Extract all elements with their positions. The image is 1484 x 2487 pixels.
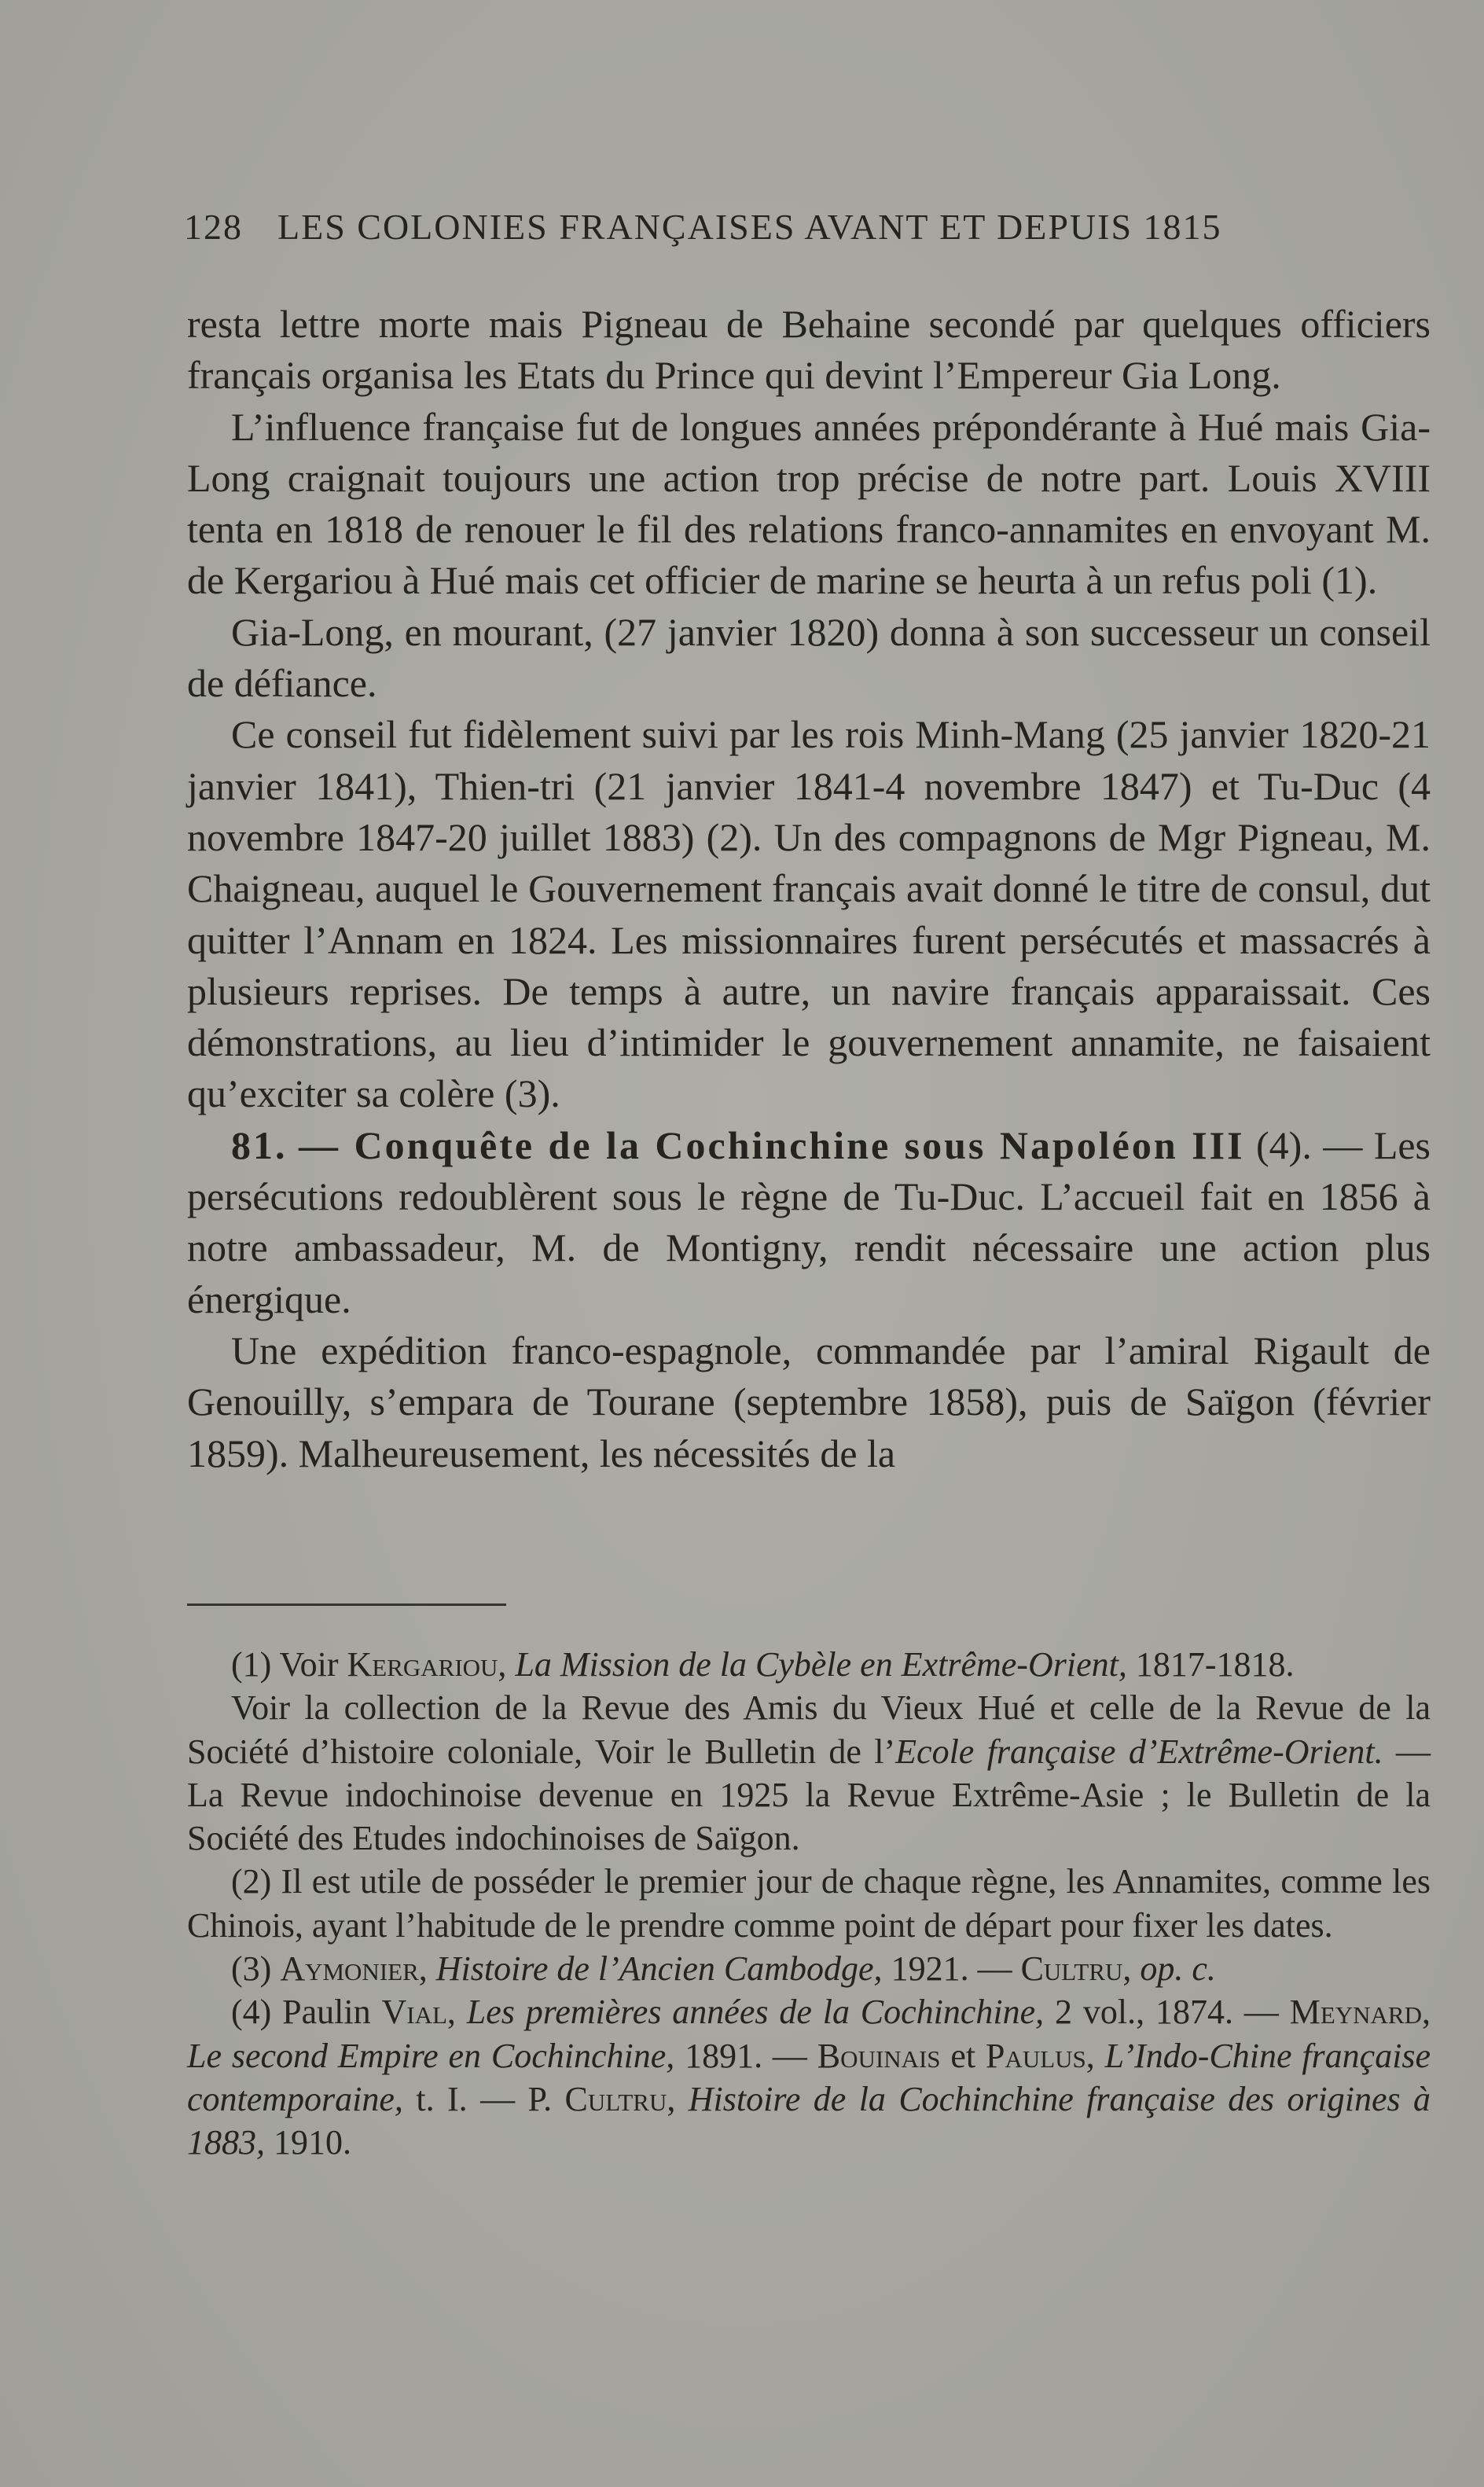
date: 1921. — xyxy=(891,1949,1012,1989)
footnote-3 xyxy=(187,1947,1431,1990)
date: 1910. xyxy=(274,2123,351,2162)
footnote-2: (2) Il est utile de posséder le premier jour de chaque règne, les Annamites, comme les Chinois, ayant l’habitude de le prendre comme point de départ pour fixer les dates. xyxy=(187,1862,1431,1945)
footnotes xyxy=(187,1643,1431,2165)
date: 1817-1818. xyxy=(1135,1645,1295,1684)
author: Meynard, xyxy=(1289,1993,1431,2032)
date: 2 vol., 1874. — xyxy=(1055,1993,1279,2032)
author: Paulus, xyxy=(985,2036,1095,2075)
running-title: LES COLONIES FRANÇAISES AVANT ET DEPUIS 1815 xyxy=(277,207,1222,247)
date: 1891. — xyxy=(685,2036,807,2075)
footnote-4 xyxy=(187,1990,1431,2164)
section-text: (4). — Les persécutions redoublèrent sous le règne de Tu-Duc. L’accueil fait en 1856 à notre ambassadeur, M. de Montigny, rendit nécessaire une action plus énergique. xyxy=(187,1122,1431,1321)
paragraph: L’influence française fut de longues années prépondérante à Hué mais Gia-Long craignait toujours une action trop précise de notre part. Louis XVIII tenta en 1818 de renouer le fil des relations franco-annamites en envoyant M. de Kergariou à Hué mais cet officier de marine se heurta à un refus poli (1). xyxy=(187,404,1431,603)
footnote-1-continued xyxy=(187,1686,1431,1860)
paragraph: Ce conseil fut fidèlement suivi par les rois Minh-Mang (25 janvier 1820-21 janvier 1841), Thien-tri (21 janvier 1841-4 novembre 1847) et Tu-Duc (4 novembre 1847-20 juillet 1883) (2). Un des compagnons de Mgr Pigneau, M. Chaigneau, auquel le Gouvernement français avait donné le titre de consul, dut quitter l’Annam en 1824. Les missionnaires furent persécutés et massacrés à plusieurs reprises. De temps à autre, un navire français apparaissait. Ces démonstrations, au lieu d’intimider le gouvernement annamite, ne faisaient qu’exciter sa colère (3). xyxy=(187,712,1431,1116)
paragraph: Une expédition franco-espagnole, commandée par l’amiral Rigault de Genouilly, s’empara de Tourane (septembre 1858), puis de Saïgon (février 1859). Malheureusement, les nécessités de la xyxy=(187,1328,1431,1475)
work-title: Histoire de l’Ancien Cambodge, xyxy=(435,1949,883,1989)
footnote-1 xyxy=(187,1643,1431,1686)
author: Bouinais xyxy=(817,2036,941,2075)
section-number: 81. xyxy=(231,1122,288,1167)
running-header xyxy=(184,206,1300,248)
author: Vial, xyxy=(381,1993,456,2032)
paragraph: Gia-Long, en mourant, (27 janvier 1820) donna à son successeur un conseil de défiance. xyxy=(187,609,1431,706)
work-title: Les premières années de la Cochinchine, xyxy=(466,1993,1045,2032)
section-paragraph xyxy=(187,1120,1431,1325)
section-title: — Conquête de la Cochinchine sous Napoléon III xyxy=(299,1122,1245,1167)
work-title: L’Indo-Chine française contemporaine, xyxy=(187,2036,1431,2118)
work-title: Ecole française d’Extrême-Orient. xyxy=(895,1732,1383,1771)
footnote-marker: (1) Voir xyxy=(231,1645,339,1684)
author: Cultru, xyxy=(564,2079,676,2118)
paragraph: resta lettre morte mais Pigneau de Behaine secondé par quelques officiers français organisa les Etats du Prince qui devint l’Empereur Gia Long. xyxy=(187,302,1431,398)
work-title: Histoire de la Cochinchine française des origines à 1883, xyxy=(187,2079,1431,2162)
work-title: La Mission de la Cybèle en Extrême-Orient, xyxy=(515,1645,1127,1684)
footnote-text: — La Revue indochinoise devenue en 1925 la Revue Extrême-Asie ; le Bulletin de la Société des Etudes indochinoises de Saïgon. xyxy=(187,1732,1431,1858)
work-title: Le second Empire en Cochinchine, xyxy=(187,2036,675,2075)
footnote-marker: (4) Paulin xyxy=(231,1993,371,2032)
author: Kergariou, xyxy=(347,1645,507,1684)
footnote-divider xyxy=(187,1604,506,1606)
reference: op. c. xyxy=(1140,1949,1216,1989)
author: Aymonier, xyxy=(280,1949,428,1989)
conjunction: et xyxy=(950,2036,976,2075)
date: t. I. — P. xyxy=(416,2079,553,2118)
footnote-marker: (3) xyxy=(231,1949,272,1989)
author: Cultru, xyxy=(1020,1949,1132,1989)
body-text xyxy=(187,299,1431,1479)
page-number: 128 xyxy=(184,207,243,247)
footnote-text: Voir la collection de la Revue des Amis du Vieux Hué et celle de la Revue de la Société d’histoire coloniale, Voir le Bulletin de l’ xyxy=(187,1688,1431,1771)
